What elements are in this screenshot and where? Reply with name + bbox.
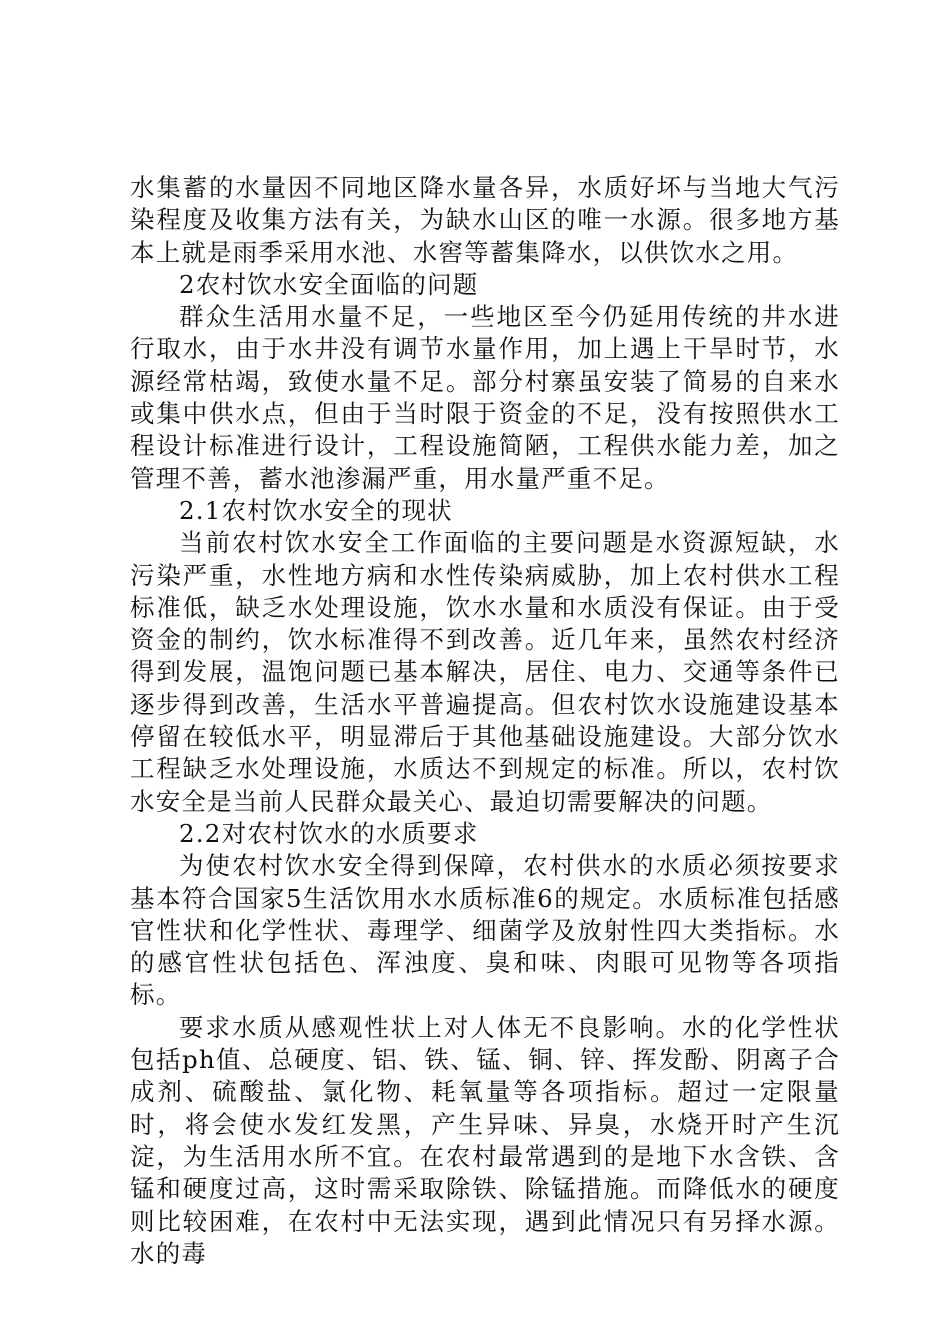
document-body xyxy=(130,172,840,1270)
section-heading-problems: 2农村饮水安全面临的问题 xyxy=(179,269,479,299)
section-heading-current-status: 2.1农村饮水安全的现状 xyxy=(179,495,453,525)
paragraph-rainwater-collection: 水集蓄的水量因不同地区降水量各异，水质好坏与当地大气污染程度及收集方法有关，为缺水山区的唯一水源。很多地方基本上就是雨季采用水池、水窖等蓄集降水，以供饮水之用。 xyxy=(130,173,840,267)
paragraph-current-status: 当前农村饮水安全工作面临的主要问题是水资源短缺，水污染严重，水性地方病和水性传染病威胁，加上农村供水工程标准低，缺乏水处理设施，饮水水量和水质没有保证。由于受资金的制约，饮水标准得不到改善。近几年来，虽然农村经济得到发展，温饱问题已基本解决，居住、电力、交通等条件已逐步得到改善，生活水平普遍提高。但农村饮水设施建设基本停留在较低水平，明显滞后于其他基础设施建设。大部分饮水工程缺乏水处理设施，水质达不到规定的标准。所以，农村饮水安全是当前人民群众最关心、最迫切需要解决的问题。 xyxy=(130,528,840,816)
section-heading-quality-requirements: 2.2对农村饮水的水质要求 xyxy=(179,818,479,848)
paragraph-water-shortage: 群众生活用水量不足，一些地区至今仍延用传统的井水进行取水，由于水井没有调节水量作用，加上遇上干旱时节，水源经常枯竭，致使水量不足。部分村寨虽安装了简易的自来水或集中供水点，但由于当时限于资金的不足，没有按照供水工程设计标准进行设计，工程设施简陋，工程供水能力差，加之管理不善，蓄水池渗漏严重，用水量严重不足。 xyxy=(130,302,840,493)
paragraph-quality-standard: 为使农村饮水安全得到保障，农村供水的水质必须按要求基本符合国家5生活饮用水水质标准6的规定。水质标准包括感官性状和化学性状、毒理学、细菌学及放射性四大类指标。水的感官性状包括色、浑浊度、臭和味、肉眼可见物等各项指标。 xyxy=(130,851,840,1010)
paragraph-chemical-properties: 要求水质从感观性状上对人体无不良影响。水的化学性状包括ph值、总硬度、铝、铁、锰、铜、锌、挥发酚、阴离子合成剂、硫酸盐、氯化物、耗氧量等各项指标。超过一定限量时，将会使水发红发黑，产生异味、异臭，水烧开时产生沉淀，为生活用水所不宜。在农村最常遇到的是地下水含铁、含锰和硬度过高，这时需采取除铁、除锰措施。而降低水的硬度则比较困难，在农村中无法实现，遇到此情况只有另择水源。水的毒 xyxy=(130,1012,840,1268)
